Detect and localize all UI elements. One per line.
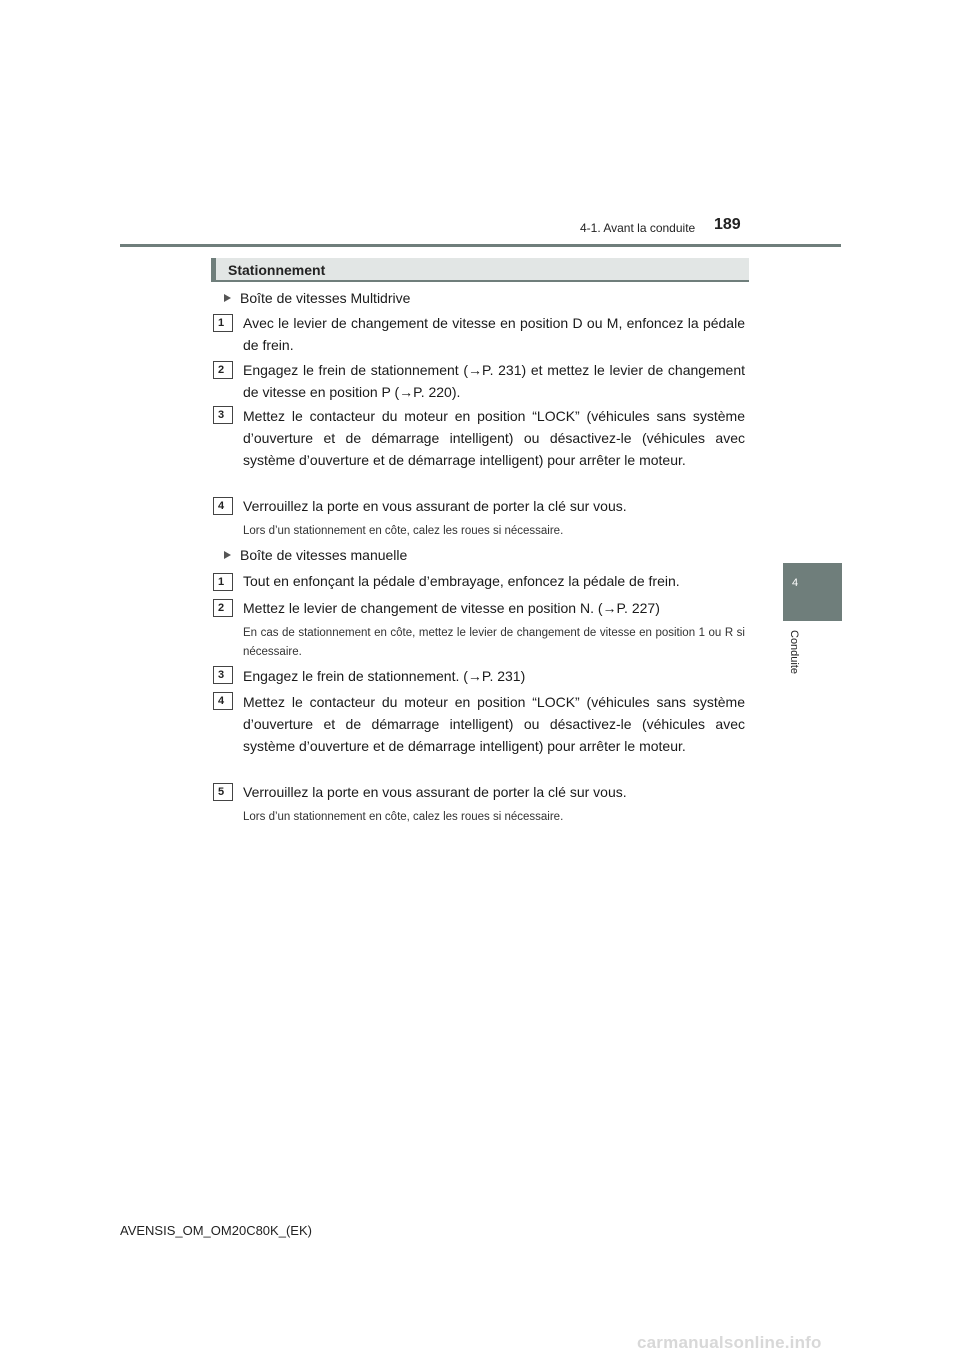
subheading-multidrive xyxy=(224,290,410,306)
step-text: Engagez le frein de stationnement. (→P. 231) xyxy=(243,668,526,684)
chapter-tab-number: 4 xyxy=(791,577,799,589)
header-rule xyxy=(120,244,841,247)
section-title: Stationnement xyxy=(228,262,326,278)
subheading-manual xyxy=(224,547,407,563)
page-number: 189 xyxy=(714,216,741,233)
step-text: Mettez le contacteur du moteur en position “LOCK” (véhicules sans système d’ouverture et de démarrage intelligent) ou désactivez-le (véhicules avec système d’ouverture et de démarrage intelligent) pour arrêter le moteur. xyxy=(243,694,745,754)
note-text: Lors d’un stationnement en côte, calez les roues si nécessaire. xyxy=(243,525,564,537)
step-text: Mettez le contacteur du moteur en position “LOCK” (véhicules sans système d’ouverture et de démarrage intelligent) ou désactivez-le (véhicules avec système d’ouverture et de démarrage intelligent) pour arrêter le moteur. xyxy=(243,408,745,468)
step-text: Tout en enfonçant la pédale d’embrayage, enfoncez la pédale de frein. xyxy=(243,573,680,589)
triangle-bullet-icon xyxy=(224,294,231,302)
note-text: Lors d’un stationnement en côte, calez les roues si nécessaire. xyxy=(243,811,564,823)
step-number-badge: 5 xyxy=(213,783,233,801)
document-code: AVENSIS_OM_OM20C80K_(EK) xyxy=(120,1223,312,1238)
section-breadcrumb: 4-1. Avant la conduite xyxy=(580,221,696,235)
triangle-bullet-icon xyxy=(224,551,231,559)
subheading-text: Boîte de vitesses Multidrive xyxy=(240,290,411,306)
step-number-badge: 2 xyxy=(213,599,233,617)
step-text: Engagez le frein de stationnement (→P. 231) et mettez le levier de changement de vitesse en position P (→P. 220). xyxy=(243,362,745,400)
step-number-badge: 1 xyxy=(213,314,233,332)
step-number-badge: 2 xyxy=(213,361,233,379)
subheading-text: Boîte de vitesses manuelle xyxy=(240,547,408,563)
chapter-tab[interactable] xyxy=(783,563,842,621)
step-text: Verrouillez la porte en vous assurant de porter la clé sur vous. xyxy=(243,498,627,514)
chapter-tab-label: Conduite xyxy=(788,630,800,675)
step-number-badge: 4 xyxy=(213,497,233,515)
section-heading-bar xyxy=(211,258,749,282)
step-text: Verrouillez la porte en vous assurant de porter la clé sur vous. xyxy=(243,784,627,800)
step-number-badge: 1 xyxy=(213,573,233,591)
step-text: Avec le levier de changement de vitesse en position D ou M, enfoncez la pédale de frein. xyxy=(243,315,745,353)
step-text: Mettez le levier de changement de vitesse en position N. (→P. 227) xyxy=(243,600,660,616)
step-number-badge: 3 xyxy=(213,666,233,684)
watermark: carmanualsonline.info xyxy=(637,1333,822,1352)
step-number-badge: 3 xyxy=(213,406,233,424)
note-text: En cas de stationnement en côte, mettez le levier de changement de vitesse en position 1 ou R si nécessaire. xyxy=(243,627,745,658)
step-number-badge: 4 xyxy=(213,692,233,710)
